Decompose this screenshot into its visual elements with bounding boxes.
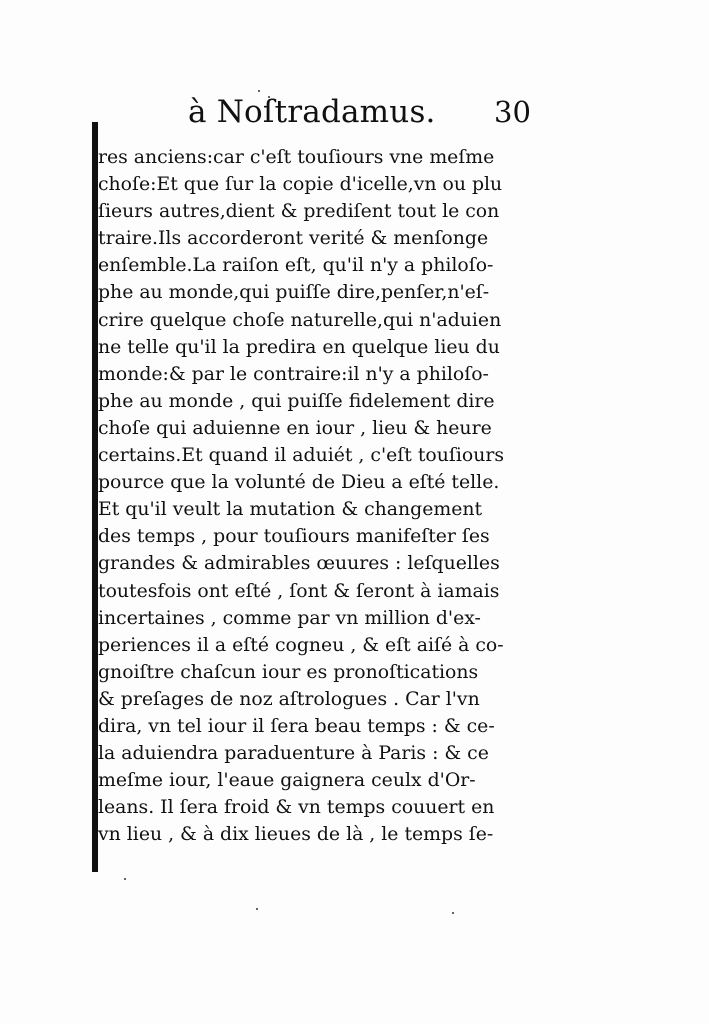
text-line: periences il a eſté cogneu , & eſt aiſé à co- — [98, 633, 504, 656]
text-line: res anciens:car c'eſt touſiours vne meſme — [98, 146, 495, 168]
text-line: monde:& par le contraire:il n'y a philoſo- — [98, 362, 489, 385]
text-line: phe au monde , qui puiſſe fidelement dire — [98, 389, 495, 412]
text-line: crire quelque choſe naturelle,qui n'aduien — [98, 308, 502, 331]
text-line: meſme iour, l'eaue gaignera ceulx d'Or- — [98, 769, 476, 792]
page-number: 30 — [494, 95, 531, 129]
text-line: ne telle qu'il la predira en quelque lieu du — [98, 335, 500, 358]
text-line: traire.Ils accorderont verité & menſonge — [98, 227, 489, 250]
text-line: ſieurs autres,dient & prediſent tout le con — [98, 200, 500, 223]
text-line: certains.Et quand il aduiét , c'eſt touſiours — [98, 444, 505, 467]
text-line: choſe qui aduienne en iour , lieu & heure — [98, 416, 492, 439]
text-line: grandes & admirables œuures : leſquelles — [98, 552, 500, 575]
text-line: la aduiendra paraduenture à Paris : & ce — [98, 742, 489, 765]
text-line: dira, vn tel iour il ſera beau temps : & ce- — [98, 714, 495, 737]
text-line: Et qu'il veult la mutation & changement — [98, 498, 483, 521]
text-line: vn lieu , & à dix lieues de là , le temps ſe- — [98, 823, 494, 846]
text-line: des temps , pour touſiours manifeſter ſes — [98, 525, 490, 548]
text-line: gnoiſtre chaſcun iour es pronoſtications — [98, 660, 479, 683]
text-line: toutesfois ont eſté , ſont & ſeront à iamais — [98, 579, 500, 602]
body-text — [98, 144, 568, 848]
text-line: choſe:Et que ſur la copie d'icelle,vn ou plu — [98, 173, 503, 196]
text-line: leans. Il ſera froid & vn temps couuert en — [98, 796, 495, 819]
text-line: incertaines , comme par vn million d'ex- — [98, 606, 481, 629]
text-line: enſemble.La raiſon eſt, qu'il n'y a philoſo- — [98, 254, 494, 277]
text-line: & preſages de noz aſtrologues . Car l'vn — [98, 687, 480, 710]
text-line: pource que la volunté de Dieu a eſté telle. — [98, 471, 500, 494]
text-line: phe au monde,qui puiſſe dire,penſer,n'eſ- — [98, 281, 490, 304]
page-header — [0, 92, 709, 132]
running-head: à Noſtradamus. — [188, 94, 436, 130]
